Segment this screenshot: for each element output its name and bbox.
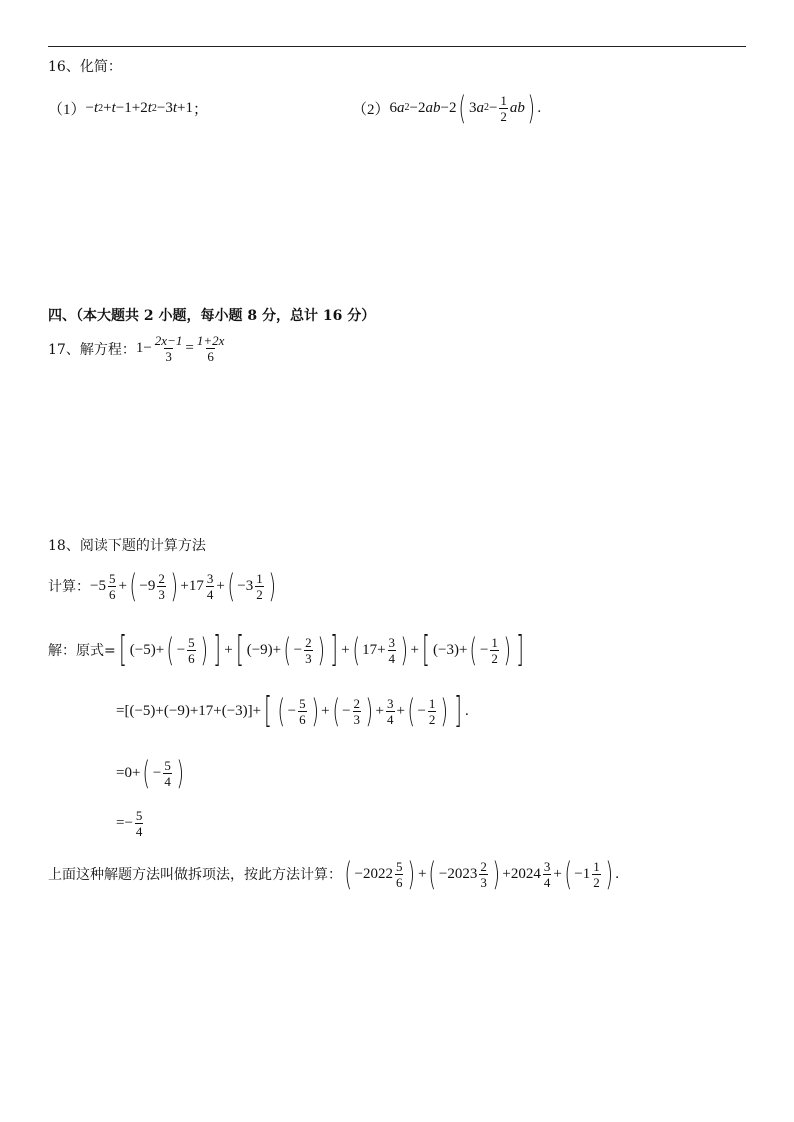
- q16-p1-minus: −: [85, 100, 94, 116]
- n: 3: [206, 570, 214, 586]
- q18-method-text: 上面这种解题方法叫做拆项法，按此方法计算：: [48, 867, 342, 883]
- y2024: 2024: [510, 865, 541, 882]
- d: 6: [299, 711, 306, 727]
- q17-lhs-den: 3: [165, 349, 172, 364]
- rparen: ): [440, 692, 449, 730]
- q16-p1-end: ；: [193, 102, 209, 118]
- q16-p2-ab: ab: [425, 99, 441, 116]
- d: 3: [480, 874, 487, 890]
- lbracket: [: [422, 629, 430, 670]
- plus: +: [216, 577, 225, 594]
- m-f23: [479, 859, 488, 890]
- q16-p1-r3: −3: [156, 100, 173, 116]
- q16-title: [48, 56, 122, 76]
- d: 2: [256, 586, 263, 602]
- lparen: (: [332, 692, 340, 730]
- n: 5: [395, 858, 403, 874]
- s2-f56: [298, 696, 307, 727]
- q16-p2-ab2: ab: [509, 99, 525, 116]
- q16-p2-label: （2）: [352, 101, 390, 118]
- rparen: ): [365, 692, 374, 730]
- section4-title-text: 四、（本大题共 2 小题，每小题 8 分，总计 16 分）: [48, 308, 376, 324]
- m-f56: [395, 859, 404, 890]
- lparen: (: [564, 855, 572, 893]
- q17-eq: =: [185, 340, 194, 356]
- q16-title-text: 16、化简：: [48, 59, 122, 75]
- s1-f12: [490, 635, 499, 666]
- n: 3: [387, 695, 394, 711]
- q16-p1-t3: t: [147, 100, 152, 116]
- q18-solve-step3: =0+ ( − $\frac{5}{4}$ ): [116, 754, 184, 792]
- q16-p1-r2: −1+2: [115, 100, 148, 116]
- q17-lhs-num: 2x−1: [154, 333, 183, 348]
- q18-method: 上面这种解题方法叫做拆项法，按此方法计算： ( −2022 $\frac{5}{6}$ ) + ( −2023 $\frac{2}{3}$ ) + 2024 $\frac{3}{4}$ + ( −1 $\frac{1}{2}$ ) .: [48, 855, 619, 893]
- rbracket: ]: [213, 629, 222, 670]
- d: 6: [108, 586, 116, 602]
- lbracket: [: [118, 629, 127, 670]
- s2-f12: [428, 696, 437, 727]
- d: 4: [387, 711, 394, 727]
- plus: +: [180, 577, 189, 594]
- d: 3: [305, 650, 312, 666]
- step4-text: =−: [116, 815, 133, 831]
- q16-p2-3: 3: [468, 99, 477, 116]
- d: 4: [135, 824, 143, 839]
- rparen: ): [605, 855, 613, 893]
- calc-f34: [206, 571, 215, 602]
- d: 4: [388, 650, 396, 666]
- q17-rhs-den: 6: [207, 349, 214, 364]
- d: 4: [206, 586, 214, 602]
- d: 4: [164, 773, 171, 789]
- q17-rhs-num: 1+2x: [196, 333, 225, 348]
- m-f12: [592, 859, 601, 890]
- s1-f23: [304, 635, 313, 666]
- q16-p2-a2: a: [476, 99, 484, 116]
- n: 2: [158, 570, 165, 586]
- q16-p2-minus: −: [488, 99, 498, 116]
- n: 1: [593, 858, 600, 874]
- d: 2: [593, 874, 600, 890]
- q16-p2-m2b: −2: [440, 99, 457, 116]
- q16-p1-r4: +1: [177, 100, 193, 116]
- calc-f56: [108, 571, 117, 602]
- n: 1: [491, 634, 498, 650]
- calc-f23: [157, 571, 166, 602]
- d: 6: [188, 650, 195, 666]
- step2-int: =[(−5)+(−9)+17+(−3)]+: [116, 702, 262, 719]
- lbracket: [: [235, 629, 244, 670]
- s2-f23: [353, 696, 362, 727]
- q18-solve-step1: 解：原式= [ (−5)+ ( − $\frac{5}{6}$ ) ] + [ (−9)+ ( − $\frac{2}{3}$ ) ] + ( 17+ $\frac{3}{4}$ ) + [ (−3)+ ( − $\frac{1}{2}$ ) ]: [48, 629, 525, 670]
- q16-p2-a: a: [397, 99, 405, 116]
- half-num: 1: [500, 92, 507, 108]
- rparen: ): [407, 855, 416, 893]
- d: 4: [543, 874, 551, 890]
- q18-title: [48, 535, 206, 555]
- q16-p2-6: 6: [389, 99, 398, 116]
- calc-w9: −9: [139, 577, 156, 594]
- n: 2: [480, 858, 487, 874]
- rbracket: ]: [330, 629, 338, 670]
- lparen: (: [142, 754, 151, 792]
- lparen: (: [469, 631, 478, 669]
- n: 1: [256, 570, 263, 586]
- rbracket: ]: [454, 690, 462, 731]
- n: 5: [188, 634, 195, 650]
- q16-p1-t: t: [93, 100, 99, 116]
- q16-part1: （1） − t 2 + t −1+2 t 2 −3 t +1 ；: [48, 100, 209, 118]
- rparen: ): [503, 631, 511, 669]
- n: 1: [428, 695, 436, 711]
- n: 5: [108, 570, 116, 586]
- m-f34: [543, 859, 552, 890]
- rparen: ): [200, 631, 208, 669]
- d: 3: [158, 586, 165, 602]
- q16-p2-m2: −2: [409, 99, 426, 116]
- rparen: ): [400, 631, 409, 669]
- n: 5: [299, 695, 306, 711]
- lparen: (: [166, 631, 175, 669]
- lparen: (: [129, 567, 137, 605]
- q18-title-text: 18、阅读下题的计算方法: [48, 538, 206, 554]
- d: 3: [353, 711, 361, 727]
- calc-w17: 17: [188, 577, 204, 594]
- n: 3: [543, 858, 551, 874]
- rparen: ): [317, 631, 325, 669]
- s1-f34: [388, 635, 397, 666]
- q16-p1-t2: t: [111, 100, 116, 116]
- y2022: −2022: [354, 865, 393, 882]
- lparen: (: [277, 692, 286, 730]
- rparen: ): [170, 567, 178, 605]
- n: 5: [164, 757, 171, 773]
- y1: −1: [574, 865, 591, 882]
- q18-solve-step4: [116, 808, 145, 839]
- q17-lhs-frac: [154, 333, 184, 364]
- lbracket: [: [264, 690, 273, 731]
- q16-p1-label: （1）: [48, 102, 86, 118]
- plus: +: [118, 577, 127, 594]
- step3-text: =0+: [116, 764, 141, 781]
- q17-title: 17、解方程：: [48, 341, 136, 358]
- rparen: ): [311, 692, 319, 730]
- n: 2: [305, 634, 312, 650]
- s4-f54: [135, 808, 144, 839]
- rbracket: ]: [516, 629, 525, 670]
- d: 6: [395, 874, 403, 890]
- q17-equation: [48, 333, 227, 364]
- d: 2: [428, 711, 436, 727]
- s2-f34: [386, 696, 395, 727]
- calc-w5: −5: [90, 577, 106, 594]
- n: 2: [353, 695, 361, 711]
- q17-rhs-frac: [196, 333, 226, 364]
- s3-f54: [163, 758, 172, 789]
- calc-w3: −3: [237, 577, 254, 594]
- q16-part2: （2） 6 a 2 −2 ab −2 ( 3 a 2 − $\frac{1}{2}$ ab ) .: [352, 89, 542, 127]
- y2023: −2023: [438, 865, 478, 882]
- rparen: ): [268, 567, 276, 605]
- lparen: (: [407, 692, 415, 730]
- q18-calc-label: 计算：: [48, 579, 90, 595]
- n: 5: [135, 808, 143, 823]
- lparen: (: [344, 855, 352, 893]
- s1-f56: [187, 635, 196, 666]
- q17-one: 1−: [135, 340, 152, 356]
- n: 3: [388, 634, 396, 650]
- calc-f12: [255, 571, 264, 602]
- rparen: ): [176, 754, 184, 792]
- section4-title: [48, 305, 375, 325]
- q18-solve-label: 解：原式=: [48, 643, 116, 659]
- lparen: (: [428, 855, 437, 893]
- q16-p1-plus: +: [103, 100, 112, 116]
- top-rule: [48, 46, 746, 47]
- q16-p2-lparen: (: [458, 89, 467, 127]
- q16-p2-rparen: ): [527, 89, 535, 127]
- d: 2: [491, 650, 498, 666]
- rparen: ): [492, 855, 500, 893]
- lparen: (: [227, 567, 235, 605]
- q16-p2-end: .: [537, 99, 542, 116]
- q18-calc: [48, 567, 278, 605]
- lparen: (: [283, 631, 292, 669]
- lparen: (: [352, 631, 360, 669]
- q16-p1-t4: t: [172, 100, 178, 116]
- q18-solve-step2: =[(−5)+(−9)+17+(−3)]+ [ ( − $\frac{5}{6}$ ) + ( − $\frac{2}{3}$ ) + $\frac{3}{4}$ + ( − $\frac{1}{2}$ ) ] .: [116, 690, 469, 731]
- q16-p2-half: [499, 93, 508, 124]
- half-den: 2: [500, 108, 507, 124]
